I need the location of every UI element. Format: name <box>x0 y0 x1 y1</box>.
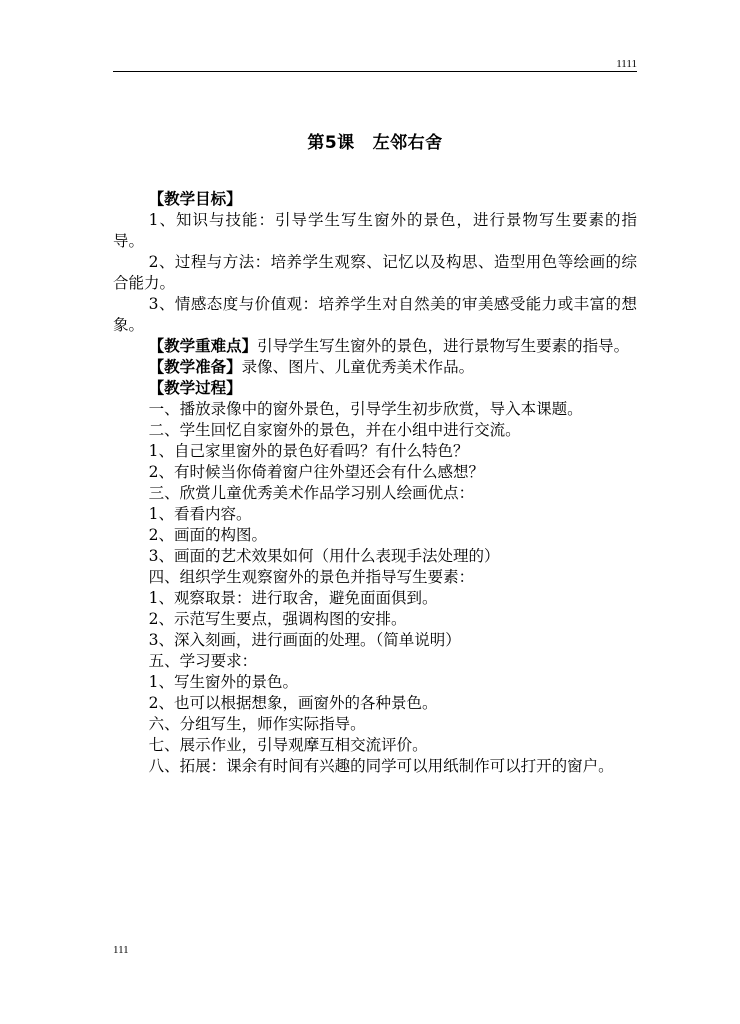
process-step: 四、组织学生观察窗外的景色并指导写生要素： <box>148 568 475 586</box>
process-step: 1、看看内容。 <box>148 505 252 523</box>
process-step: 2、也可以根据想象，画窗外的各种景色。 <box>148 694 438 712</box>
process-step: 2、有时候当你倚着窗户往外望还会有什么感想？ <box>148 463 485 481</box>
process-step: 七、展示作业，引导观摩互相交流评价。 <box>148 736 428 754</box>
objective-3: 3、情感态度与价值观：培养学生对自然美的审美感受能力或丰富的想象。 <box>113 295 637 334</box>
process-step: 3、深入刻画，进行画面的处理。（简单说明） <box>148 631 461 649</box>
keypoints-text: 引导学生写生窗外的景色，进行景物写生要素的指导。 <box>257 337 630 355</box>
keypoints-paragraph <box>113 336 637 357</box>
process-step: 三、欣赏儿童优秀美术作品学习别人绘画优点： <box>148 484 475 502</box>
header-rule <box>113 71 637 72</box>
process-step: 1、观察取景：进行取舍，避免面面俱到。 <box>148 589 438 607</box>
lesson-content <box>113 189 637 777</box>
lesson-number: 第5课 <box>307 133 355 153</box>
process-step: 六、分组写生，师作实际指导。 <box>148 715 366 733</box>
lesson-title <box>113 128 637 153</box>
process-step: 1、自己家里窗外的景色好看吗？有什么特色？ <box>148 442 469 460</box>
process-step: 八、拓展：课余有时间有兴趣的同学可以用纸制作可以打开的窗户。 <box>148 757 614 775</box>
header-page-code: 1111 <box>616 58 637 70</box>
objective-2: 2、过程与方法：培养学生观察、记忆以及构思、造型用色等绘画的综合能力。 <box>113 253 637 292</box>
process-step: 3、画面的艺术效果如何（用什么表现手法处理的） <box>148 547 500 565</box>
prep-heading: 【教学准备】 <box>148 358 242 376</box>
process-heading: 【教学过程】 <box>148 379 242 397</box>
keypoints-heading: 【教学重难点】 <box>148 337 258 355</box>
process-step: 1、写生窗外的景色。 <box>148 673 299 691</box>
process-step: 2、画面的构图。 <box>148 526 268 544</box>
lesson-name: 左邻右舍 <box>372 133 443 153</box>
objective-1: 1、知识与技能：引导学生写生窗外的景色，进行景物写生要素的指导。 <box>113 211 637 250</box>
process-step: 二、学生回忆自家窗外的景色，并在小组中进行交流。 <box>148 421 521 439</box>
process-step: 2、示范写生要点，强调构图的安排。 <box>148 610 407 628</box>
objectives-heading: 【教学目标】 <box>148 190 242 208</box>
footer-page-code: 111 <box>113 944 129 956</box>
prep-text: 录像、图片、儿童优秀美术作品。 <box>241 358 475 376</box>
process-step: 一、播放录像中的窗外景色，引导学生初步欣赏，导入本课题。 <box>148 400 583 418</box>
prep-paragraph <box>113 357 637 378</box>
process-step: 五、学习要求： <box>148 652 258 670</box>
